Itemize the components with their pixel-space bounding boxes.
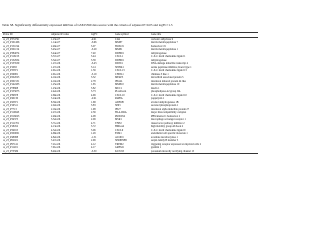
cell-probe-id: A_23_P101406 — [3, 41, 20, 45]
header-logfc: logFC — [91, 33, 98, 37]
cell-gene-title: matrix metallopeptidase 10 — [151, 83, 180, 87]
cell-gene-symbol: DDHD1 — [115, 51, 124, 55]
cell-probe-id: A_23_P45871 — [3, 100, 18, 104]
cell-gene-title: C-X-C motif chemokine ligand 1 — [151, 55, 186, 59]
cell-gene-title: triggering receptor expressed on myeloid cells 2 — [151, 142, 201, 146]
cell-logfc: 4.08 — [91, 114, 96, 118]
cell-gene-title: endothelial cell specific molecule 1 — [151, 132, 188, 136]
cell-probe-id: A_23_P111701 — [3, 121, 20, 125]
cell-adjusted-p-value: 3.71e-06 — [51, 121, 61, 125]
header-probe-id: Probe ID — [3, 33, 13, 37]
cell-gene-title: DNA damage inducible transcript 4 — [151, 62, 188, 66]
cell-gene-title: secreted phosphoprotein 1 — [151, 104, 179, 108]
cell-probe-id: A_23_P116153 — [3, 55, 20, 59]
cell-gene-symbol: SPP1 — [115, 104, 121, 108]
cell-adjusted-p-value: 8.30e-06 — [51, 100, 61, 104]
cell-gene-symbol: CXCL1 — [115, 55, 124, 59]
cell-gene-title: dehydrogenase — [151, 58, 167, 62]
cell-adjusted-p-value: 2.42e-06 — [51, 90, 61, 94]
cell-gene-symbol: HOXC9 — [115, 44, 124, 48]
cell-logfc: -3.43 — [91, 62, 97, 66]
cell-gene-title: alcohol dehydrogenase 1B — [151, 100, 179, 104]
header-gene-symbol: Gene symbol — [115, 33, 129, 37]
cell-gene-symbol: GREM1 — [115, 146, 124, 150]
cell-probe-id: A_23_P142433 — [3, 83, 20, 87]
cell-logfc: 4.71 — [91, 121, 96, 125]
cell-gene-symbol: PKNOX2 — [115, 114, 126, 118]
cell-probe-id: A_23_P35871 — [3, 69, 18, 73]
cell-logfc: 3.38 — [91, 58, 96, 62]
cell-gene-symbol: MMP1 — [115, 48, 123, 52]
cell-gene-symbol: CA9 — [115, 37, 120, 41]
cell-probe-id: A_23_P374791 — [3, 37, 20, 41]
cell-adjusted-p-value: 1.27e-06 — [51, 65, 61, 69]
cell-logfc: -4.91 — [91, 37, 97, 41]
table-body — [2, 37, 258, 154]
cell-gene-title: matrix metallopeptidase 7 — [151, 41, 178, 45]
cell-logfc: 1.59 — [91, 69, 96, 73]
mrna-table — [2, 32, 258, 154]
cell-gene-symbol: PAPPA — [115, 97, 123, 101]
cell-probe-id: A_23_P73589 — [3, 149, 18, 153]
cell-adjusted-p-value: 2.27e-06 — [51, 111, 61, 115]
cell-logfc: 3.07 — [91, 44, 96, 48]
cell-logfc: 4.12 — [91, 142, 96, 146]
cell-gene-title: interferon alpha inducible protein 27 — [151, 107, 190, 111]
cell-probe-id: A_23_P26981 — [3, 72, 18, 76]
cell-adjusted-p-value: 1.25e-06 — [51, 83, 61, 87]
cell-probe-id: A_23_P34915 — [3, 128, 18, 132]
cell-gene-symbol: CHI3L1 — [115, 72, 124, 76]
cell-gene-symbol: CXCL9 — [115, 128, 124, 132]
cell-gene-title: mucin 1 — [151, 86, 160, 90]
cell-gene-symbol: ACOD1 — [115, 135, 124, 139]
cell-probe-id: A_23_P62021 — [3, 139, 18, 143]
cell-gene-title: pappalysin 1 — [151, 97, 165, 101]
cell-logfc: -3.19 — [91, 72, 97, 76]
cell-gene-title: chitinase 3 like 1 — [151, 72, 169, 76]
cell-logfc: 2.39 — [91, 111, 96, 115]
cell-adjusted-p-value: 4.82e-06 — [51, 135, 61, 139]
cell-logfc: 3.32 — [91, 76, 96, 80]
cell-adjusted-p-value: 3.44e-07 — [51, 51, 61, 55]
cell-adjusted-p-value: 4.52e-06 — [51, 128, 61, 132]
cell-gene-title: homeobox C9 — [151, 44, 166, 48]
cell-adjusted-p-value: 5.47e-06 — [51, 139, 61, 143]
cell-adjusted-p-value: 3.52e-06 — [51, 118, 61, 122]
cell-gene-title: tissue factor pathway inhibitor 2 — [151, 121, 185, 125]
cell-gene-symbol: CXCL10 — [115, 93, 125, 97]
cell-adjusted-p-value: 7.21e-06 — [51, 142, 61, 146]
cell-probe-id: A_23_P97141 — [3, 142, 18, 146]
cell-gene-symbol: DDHD1 — [115, 58, 124, 62]
cell-gene-symbol: IFI44L — [115, 79, 123, 83]
cell-gene-symbol: TREM2 — [115, 142, 124, 146]
cell-logfc: 4.17 — [91, 146, 96, 150]
cell-gene-symbol: MMP10 — [115, 83, 124, 87]
header-gene-title: Gene title — [151, 33, 162, 37]
cell-gene-symbol: MUC1 — [115, 86, 123, 90]
cell-probe-id: A_23_P155675 — [3, 90, 20, 94]
cell-adjusted-p-value: 2.48e-06 — [51, 114, 61, 118]
cell-adjusted-p-value: 1.14e-07 — [51, 41, 61, 45]
cell-probe-id: A_23_P78808 — [3, 86, 18, 90]
cell-gene-title: carbonic anhydrase 9 — [151, 37, 174, 41]
cell-probe-id: A_24_P200001 — [3, 132, 20, 136]
cell-gene-title: serine peptidase inhibitor, Kazal type 1 — [151, 65, 192, 69]
cell-adjusted-p-value: 4.10e-06 — [51, 76, 61, 80]
cell-adjusted-p-value: 3.32e-07 — [51, 58, 61, 62]
table-row — [2, 150, 258, 154]
cell-gene-symbol: ADH1B — [115, 100, 124, 104]
cell-gene-symbol: MSR1 — [115, 118, 122, 122]
cell-logfc: 3.73 — [91, 90, 96, 94]
cell-adjusted-p-value: 2.69e-06 — [51, 93, 61, 97]
cell-adjusted-p-value: 4.68e-06 — [51, 132, 61, 136]
cell-probe-id: A_23_P16511 — [3, 104, 18, 108]
cell-logfc: 3.82 — [91, 86, 96, 90]
cell-probe-id: A_24_P384074 — [3, 51, 20, 55]
cell-gene-symbol: MFAP5 — [115, 76, 124, 80]
cell-logfc: 2.09 — [91, 118, 96, 122]
cell-gene-title: macrophage scavenger receptor 1 — [151, 118, 186, 122]
cell-probe-id: A_23_P201154 — [3, 48, 20, 52]
cell-gene-title: C-X-C motif chemokine ligand 9 — [151, 128, 186, 132]
cell-probe-id: A_23_P34375 — [3, 118, 18, 122]
cell-probe-id: A_23_P40130 — [3, 97, 18, 101]
cell-gene-symbol: DDIT4 — [115, 62, 123, 66]
cell-gene-title: matrix metallopeptidase 1 — [151, 48, 178, 52]
cell-gene-title: microfibril associated protein 5 — [151, 76, 184, 80]
cell-probe-id: A_23_P151194 — [3, 44, 20, 48]
cell-adjusted-p-value: 1.23e-07 — [51, 37, 61, 41]
cell-gene-symbol: SERPINB5 — [115, 139, 127, 143]
cell-gene-title: dehydrogenase — [151, 51, 167, 55]
cell-gene-title: high mobility group AT-hook 2 — [151, 125, 184, 129]
cell-gene-title: gremlin 1 — [151, 146, 162, 150]
cell-logfc: 1.68 — [91, 100, 96, 104]
cell-gene-symbol: PLA2G2A — [115, 90, 127, 94]
cell-gene-title: C-X-C motif chemokine ligand 13 — [151, 69, 187, 73]
cell-gene-symbol: HLA-DRA — [115, 111, 127, 115]
cell-adjusted-p-value: 4.13e-06 — [51, 125, 61, 129]
cell-gene-title: major histocompatibility complex — [151, 111, 187, 115]
cell-adjusted-p-value: 3.57e-07 — [51, 55, 61, 59]
cell-adjusted-p-value: 1.23e-06 — [51, 86, 61, 90]
cell-probe-id: A_23_P202023 — [3, 76, 20, 80]
cell-logfc: 2.78 — [91, 79, 96, 83]
cell-probe-id: A_23_P1063 — [3, 65, 17, 69]
cell-logfc: 3.72 — [91, 125, 96, 129]
cell-adjusted-p-value: 3.45e-07 — [51, 48, 61, 52]
cell-logfc: 3.44 — [91, 55, 96, 59]
cell-probe-id: A_23_P216023 — [3, 114, 20, 118]
cell-probe-id: A_23_P201551 — [3, 79, 20, 83]
header-adjusted-p-value: Adjusted P-value — [51, 33, 69, 37]
cell-gene-title: aconitate decarboxylase 1 — [151, 135, 178, 139]
cell-gene-symbol: CXCL13 — [115, 69, 125, 73]
cell-probe-id: A_23_P132954 — [3, 58, 20, 62]
cell-adjusted-p-value: 2.91e-06 — [51, 72, 61, 76]
cell-gene-title: interferon induced protein 44 like — [151, 79, 186, 83]
cell-gene-title: potassium inwardly rectifying channel 15 — [151, 149, 195, 153]
cell-gene-symbol: KCNJ15 — [115, 149, 125, 153]
table-caption: Table S8. Significantly differentially expressed mRNAs of GSE25599 data source with the criteria of adjusted P<0.05 and logFC>1.5 — [2, 23, 173, 27]
cell-gene-symbol: HMGA2 — [115, 125, 125, 129]
cell-adjusted-p-value: 5.24e-06 — [51, 97, 61, 101]
cell-probe-id: A_23_P11201 — [3, 146, 18, 150]
cell-logfc: 3.06 — [91, 128, 96, 132]
cell-logfc: 1.29 — [91, 132, 96, 136]
cell-adjusted-p-value: 7.91e-06 — [51, 146, 61, 150]
cell-adjusted-p-value: 2.91e-06 — [51, 69, 61, 73]
cell-adjusted-p-value: 4.10e-06 — [51, 79, 61, 83]
cell-logfc: -2.91 — [91, 97, 97, 101]
cell-probe-id: A_23_P119943 — [3, 111, 20, 115]
cell-gene-title: serpin family B member 5 — [151, 139, 179, 143]
cell-probe-id: A_23_P7713 — [3, 107, 17, 111]
cell-logfc: 4.99 — [91, 93, 96, 97]
cell-probe-id: A_23_P18452 — [3, 125, 18, 129]
cell-logfc: 1.65 — [91, 83, 96, 87]
cell-logfc: 2.99 — [91, 139, 96, 143]
cell-logfc: 3.83 — [91, 104, 96, 108]
cell-gene-symbol: TFPI2 — [115, 121, 122, 125]
cell-logfc: -1.51 — [91, 135, 97, 139]
cell-gene-title: phospholipase A2 group IIA — [151, 90, 181, 94]
cell-adjusted-p-value: 2.16e-06 — [51, 107, 61, 111]
cell-gene-title: C-X-C motif chemokine ligand 10 — [151, 93, 187, 97]
cell-gene-symbol: ESM1 — [115, 132, 122, 136]
cell-logfc: -3.66 — [91, 41, 97, 45]
cell-logfc: 7.40 — [91, 51, 96, 55]
cell-adjusted-p-value: 2.02e-06 — [51, 104, 61, 108]
cell-probe-id: A_23_P133559 — [3, 62, 20, 66]
cell-logfc: -3.30 — [91, 149, 97, 153]
cell-gene-symbol: MMP7 — [115, 41, 123, 45]
cell-logfc: -3.29 — [91, 48, 97, 52]
cell-logfc: 1.98 — [91, 107, 96, 111]
cell-gene-symbol: IFI27 — [115, 107, 121, 111]
cell-probe-id: A_23_P48088 — [3, 135, 18, 139]
cell-gene-symbol: SPINK1 — [115, 65, 124, 69]
cell-adjusted-p-value: 8.40e-06 — [51, 149, 61, 153]
cell-probe-id: A_23_P39878 — [3, 93, 18, 97]
cell-logfc: 3.14 — [91, 65, 96, 69]
cell-gene-title: PBX/knotted 1 homeobox 2 — [151, 114, 181, 118]
cell-adjusted-p-value: 2.48e-07 — [51, 44, 61, 48]
cell-adjusted-p-value: 1.27e-06 — [51, 62, 61, 66]
